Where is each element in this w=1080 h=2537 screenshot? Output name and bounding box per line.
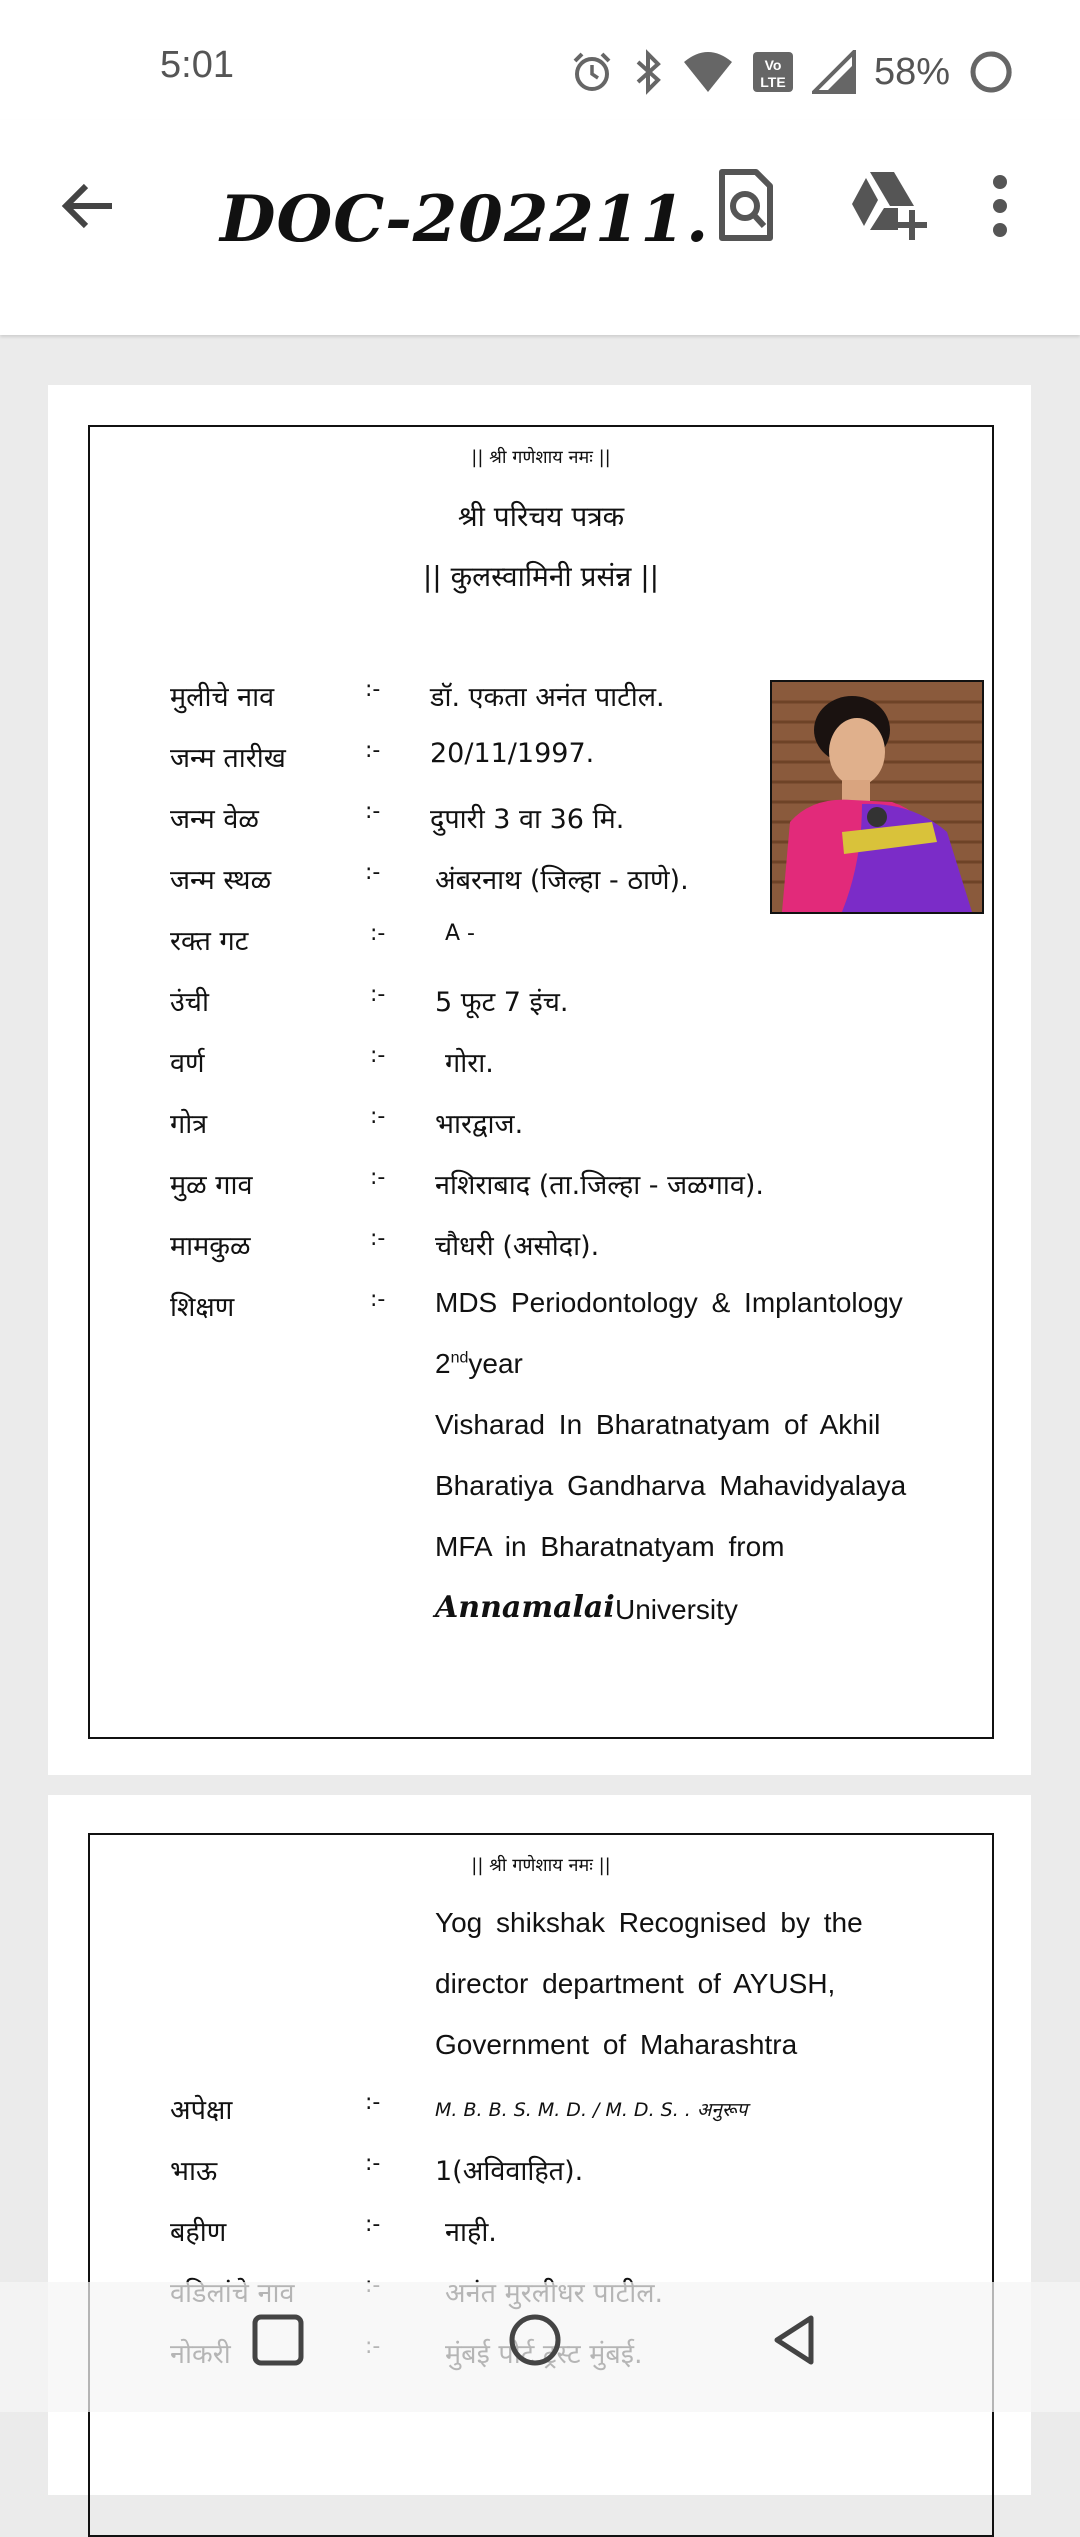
app-bar bbox=[0, 120, 1080, 335]
page-border bbox=[88, 1833, 994, 2537]
education-line-text: MFA in Bharatnatyam from bbox=[435, 1531, 785, 1562]
home-icon[interactable] bbox=[505, 2310, 565, 2370]
row-value: गोरा. bbox=[445, 1048, 494, 1079]
row-value: M. B. B. S. M. D. / M. D. S. . अनुरूप bbox=[435, 2099, 748, 2121]
row-separator: :- bbox=[365, 860, 381, 885]
recents-icon[interactable] bbox=[250, 2312, 306, 2368]
volte-icon bbox=[752, 51, 794, 93]
row-label: मुलीचे नाव bbox=[170, 682, 275, 713]
education-line-text: Visharad In Bharatnatyam of Akhil bbox=[435, 1409, 881, 1440]
row-label: मामकुळ bbox=[170, 1231, 251, 1262]
row-value: डॉ. एकता अनंत पाटील. bbox=[430, 682, 665, 713]
row-separator: :- bbox=[370, 1226, 386, 1251]
row-value: 1(अविवाहित). bbox=[435, 2156, 584, 2187]
education-line bbox=[90, 1409, 992, 1469]
education-university-name: Annamalai bbox=[435, 1590, 615, 1625]
row-complexion bbox=[90, 1043, 992, 1103]
row-separator: :- bbox=[370, 921, 386, 946]
status-time: 5:01 bbox=[160, 44, 234, 86]
row-value: अंबरनाथ (जिल्हा - ठाणे). bbox=[435, 865, 689, 896]
back-arrow-icon[interactable] bbox=[52, 170, 124, 242]
row-separator: :- bbox=[370, 1043, 386, 1068]
education-line-text: Government of Maharashtra bbox=[435, 2029, 798, 2060]
education-year-word: year bbox=[468, 1348, 523, 1379]
row-sister bbox=[90, 2212, 992, 2272]
row-separator: :- bbox=[365, 738, 381, 763]
battery-icon bbox=[968, 49, 1014, 95]
education-line bbox=[90, 1968, 992, 2028]
page-subtitle: || कुलस्वामिनी प्रसंन्न || bbox=[422, 560, 660, 593]
row-value: MDS Periodontology & Implantology bbox=[435, 1287, 903, 1318]
row-label: अपेक्षा bbox=[170, 2095, 233, 2126]
page-header-small: || श्री गणेशाय नमः || bbox=[471, 1855, 611, 1876]
row-name bbox=[90, 677, 992, 737]
svg-text:LTE: LTE bbox=[760, 74, 786, 90]
row-birth-date bbox=[90, 738, 992, 798]
more-options-icon[interactable] bbox=[970, 160, 1030, 250]
education-line bbox=[90, 1470, 992, 1530]
row-birth-time bbox=[90, 799, 992, 859]
row-value: दुपारी 3 वा 36 मि. bbox=[430, 804, 625, 835]
row-separator: :- bbox=[365, 677, 381, 702]
row-brother bbox=[90, 2151, 992, 2211]
row-blood-group bbox=[90, 921, 992, 981]
row-value: नाही. bbox=[445, 2217, 497, 2248]
row-separator: :- bbox=[365, 799, 381, 824]
education-line bbox=[90, 1531, 992, 1591]
row-value: नशिराबाद (ता.जिल्हा - जळगाव). bbox=[435, 1170, 764, 1201]
row-label: रक्त गट bbox=[170, 926, 249, 957]
svg-text:Vo: Vo bbox=[764, 57, 782, 73]
row-maternal-family bbox=[90, 1226, 992, 1286]
row-separator: :- bbox=[370, 1287, 386, 1312]
row-value: भारद्वाज. bbox=[435, 1109, 524, 1140]
signal-icon bbox=[812, 50, 856, 94]
row-native-place bbox=[90, 1165, 992, 1225]
document-page-1 bbox=[48, 385, 1031, 1775]
wifi-icon bbox=[682, 50, 734, 94]
find-in-page-icon[interactable] bbox=[700, 160, 790, 250]
row-value: A - bbox=[445, 921, 475, 946]
row-value: 20/11/1997. bbox=[430, 738, 595, 769]
education-line bbox=[90, 1590, 992, 1650]
education-year bbox=[90, 1348, 992, 1408]
page-border bbox=[88, 425, 994, 1739]
add-to-drive-icon[interactable] bbox=[840, 160, 930, 250]
status-icons bbox=[570, 42, 1014, 102]
row-birth-place bbox=[90, 860, 992, 920]
education-line-text: director department of AYUSH, bbox=[435, 1968, 836, 1999]
row-separator: :- bbox=[370, 982, 386, 1007]
page-header-small: || श्री गणेशाय नमः || bbox=[471, 447, 611, 468]
document-title: DOC-202211. bbox=[220, 182, 710, 257]
row-education bbox=[90, 1287, 992, 1347]
row-label: मुळ गाव bbox=[170, 1170, 253, 1201]
bluetooth-icon bbox=[632, 48, 664, 96]
row-label: शिक्षण bbox=[170, 1292, 235, 1323]
row-label: गोत्र bbox=[170, 1109, 208, 1140]
row-separator: :- bbox=[365, 2151, 381, 2176]
education-line bbox=[90, 1907, 992, 1967]
row-gotra bbox=[90, 1104, 992, 1164]
row-expectation bbox=[90, 2090, 992, 2150]
page-title: श्री परिचय पत्रक bbox=[457, 500, 625, 533]
education-year-number: 2 bbox=[435, 1348, 451, 1379]
education-line-text: Bharatiya Gandharva Mahavidyalaya bbox=[435, 1470, 907, 1501]
row-separator: :- bbox=[365, 2090, 381, 2115]
row-label: बहीण bbox=[170, 2217, 227, 2248]
row-label: उंची bbox=[170, 987, 209, 1018]
row-separator: :- bbox=[370, 1165, 386, 1190]
education-line-text: Yog shikshak Recognised by the bbox=[435, 1907, 863, 1938]
row-label: जन्म स्थळ bbox=[170, 865, 272, 896]
education-year-suffix: nd bbox=[450, 1349, 469, 1367]
row-separator: :- bbox=[365, 2212, 381, 2237]
row-height bbox=[90, 982, 992, 1042]
back-nav-icon[interactable] bbox=[765, 2310, 825, 2370]
education-line bbox=[90, 2029, 992, 2089]
battery-percent: 58% bbox=[874, 50, 951, 93]
alarm-icon bbox=[570, 50, 614, 94]
status-bar bbox=[0, 0, 1080, 120]
row-label: जन्म तारीख bbox=[170, 743, 286, 774]
row-separator: :- bbox=[370, 1104, 386, 1129]
row-label: भाऊ bbox=[170, 2156, 218, 2187]
system-nav-bar bbox=[0, 2282, 1080, 2412]
row-label: वर्ण bbox=[170, 1048, 205, 1079]
row-value: 5 फूट 7 इंच. bbox=[435, 987, 569, 1018]
education-university-word: University bbox=[615, 1594, 738, 1625]
row-label: जन्म वेळ bbox=[170, 804, 259, 835]
row-value: चौधरी (असोदा). bbox=[435, 1231, 600, 1262]
